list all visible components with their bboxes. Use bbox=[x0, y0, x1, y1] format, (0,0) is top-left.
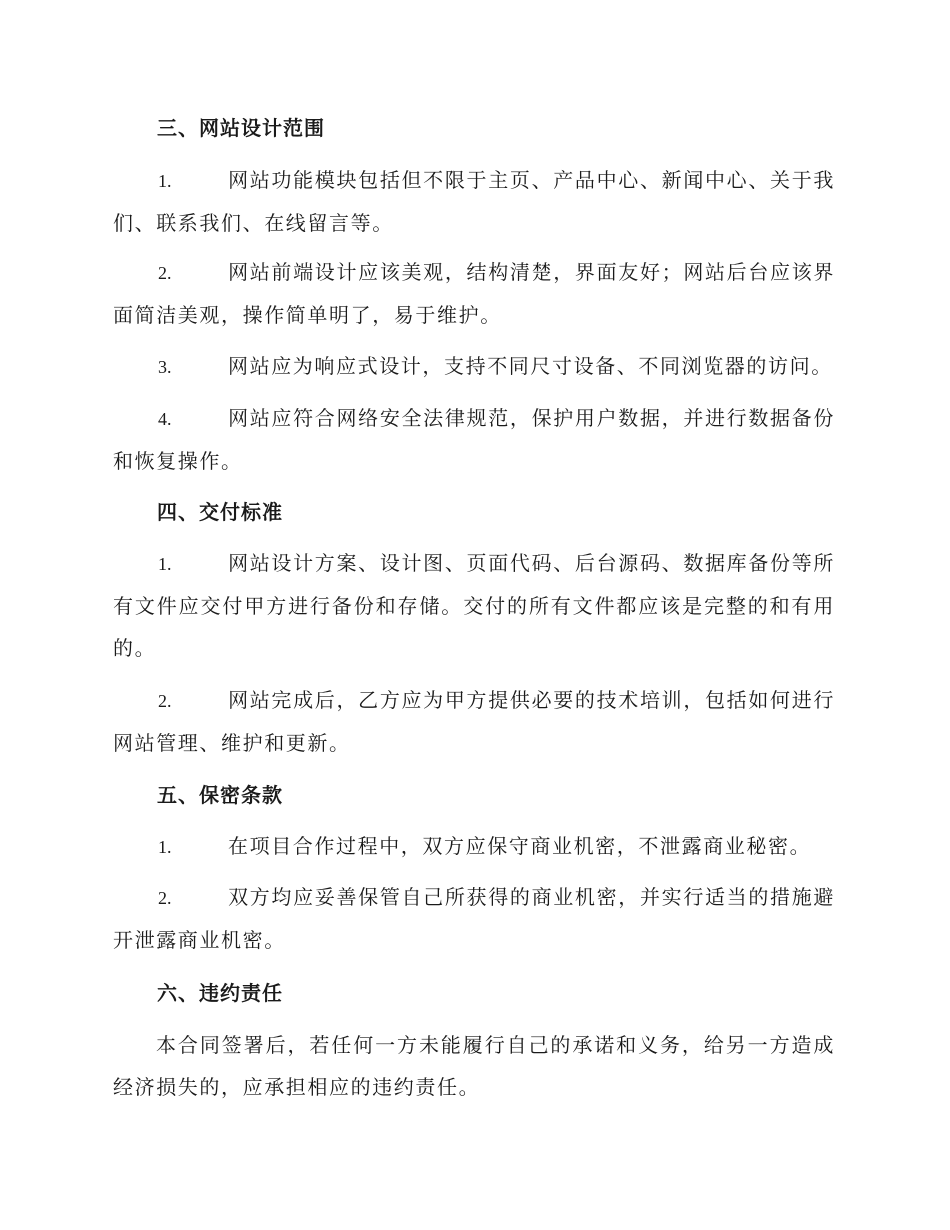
item-text: 网站完成后，乙方应为甲方提供必要的技术培训，包括如何进行网站管理、维护和更新。 bbox=[113, 688, 835, 755]
item-text: 网站设计方案、设计图、页面代码、后台源码、数据库备份等所有文件应交付甲方进行备份和存储。交付的所有文件都应该是完整的和有用的。 bbox=[113, 551, 835, 660]
list-item bbox=[113, 876, 835, 961]
list-item bbox=[113, 345, 835, 388]
section-heading-scope: 三、网站设计范围 bbox=[157, 116, 325, 140]
list-item bbox=[113, 159, 835, 244]
item-number: 2. bbox=[158, 263, 172, 283]
item-number: 2. bbox=[158, 888, 172, 908]
liability-paragraph: 本合同签署后，若任何一方未能履行自己的承诺和义务，给另一方造成经济损失的，应承担相应的违约责任。 bbox=[113, 1033, 835, 1099]
section-heading-delivery: 四、交付标准 bbox=[157, 500, 283, 524]
item-number: 3. bbox=[158, 357, 172, 377]
item-text: 双方均应妥善保管自己所获得的商业机密，并实行适当的措施避开泄露商业机密。 bbox=[113, 885, 835, 952]
item-text: 网站前端设计应该美观，结构清楚，界面友好；网站后台应该界面简洁美观，操作简单明了，易于维护。 bbox=[113, 260, 835, 327]
list-item bbox=[113, 542, 835, 669]
item-number: 4. bbox=[158, 409, 172, 429]
item-text: 在项目合作过程中，双方应保守商业机密，不泄露商业秘密。 bbox=[228, 834, 812, 858]
item-number: 1. bbox=[158, 554, 172, 574]
item-number: 1. bbox=[158, 171, 172, 191]
list-item bbox=[113, 825, 835, 868]
section-heading-confidentiality: 五、保密条款 bbox=[157, 783, 283, 807]
list-item bbox=[113, 251, 835, 336]
item-text: 网站应符合网络安全法律规范，保护用户数据，并进行数据备份和恢复操作。 bbox=[113, 406, 835, 473]
item-number: 2. bbox=[158, 691, 172, 711]
list-item bbox=[113, 397, 835, 482]
item-text: 网站应为响应式设计，支持不同尺寸设备、不同浏览器的访问。 bbox=[228, 354, 833, 378]
item-text: 网站功能模块包括但不限于主页、产品中心、新闻中心、关于我们、联系我们、在线留言等。 bbox=[113, 168, 835, 235]
section-heading-liability: 六、违约责任 bbox=[157, 981, 283, 1005]
item-number: 1. bbox=[158, 837, 172, 857]
list-item bbox=[113, 679, 835, 764]
